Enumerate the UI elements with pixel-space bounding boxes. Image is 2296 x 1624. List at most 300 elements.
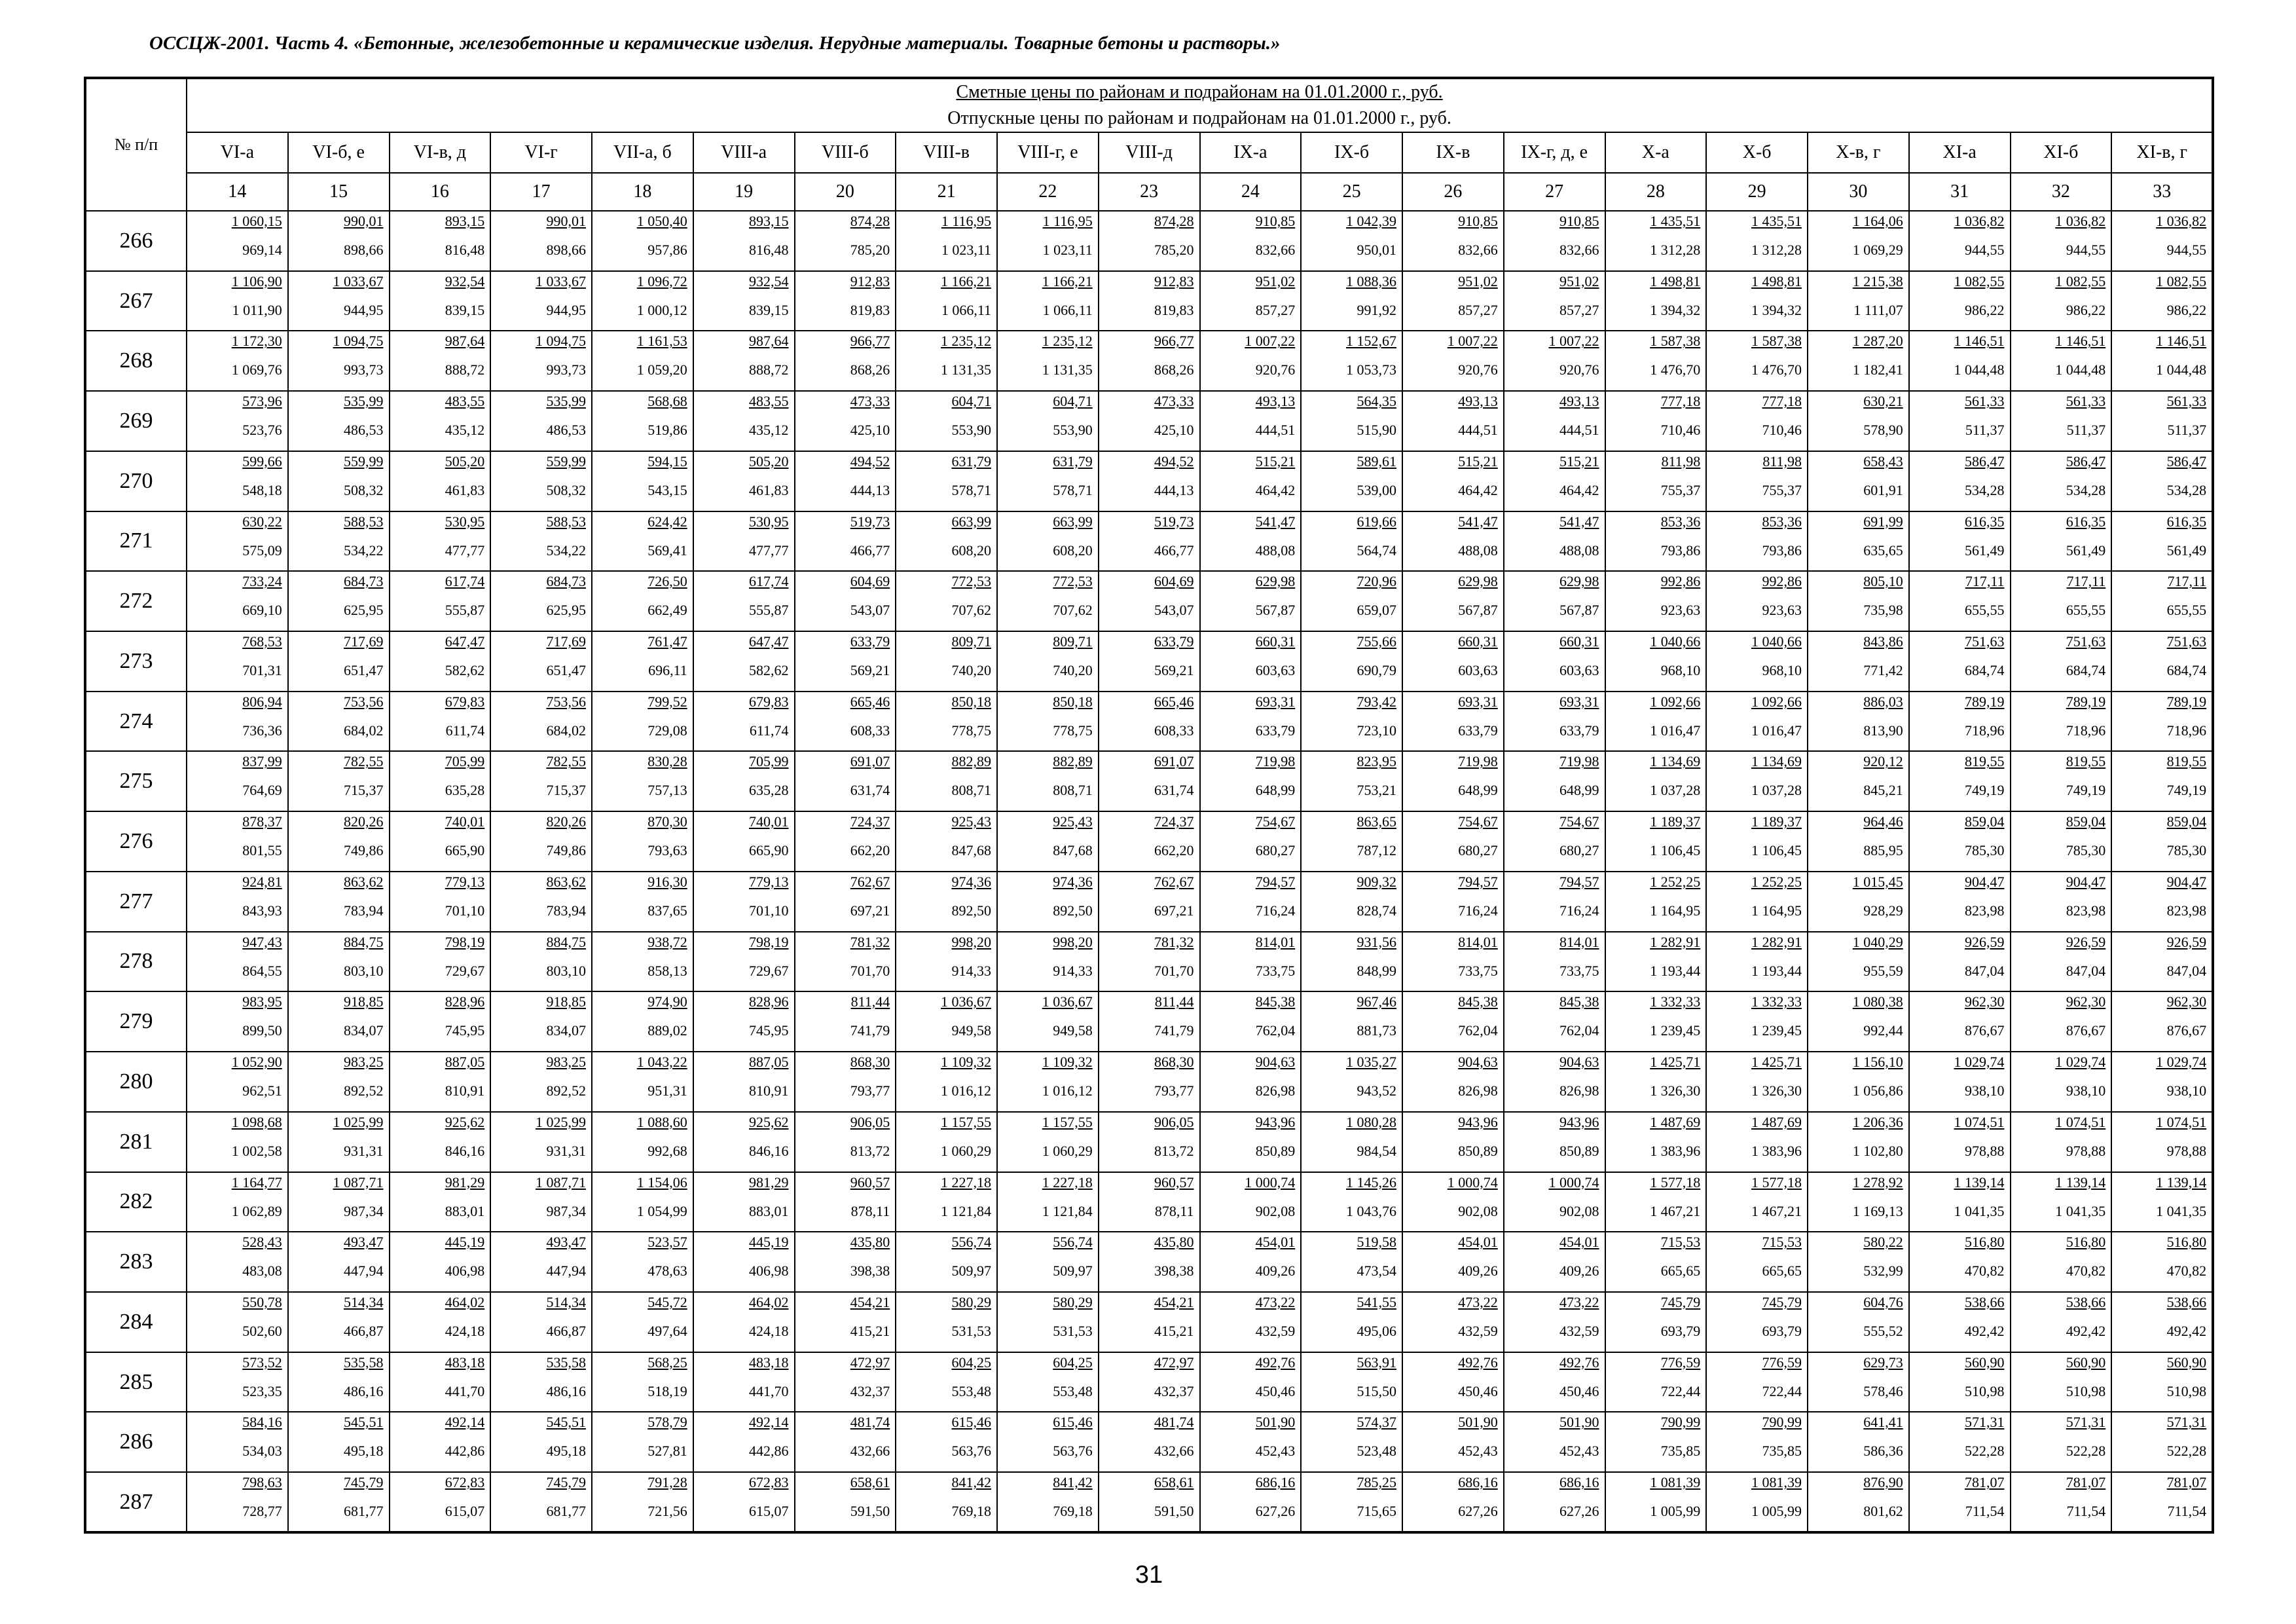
price-cell bbox=[1605, 1352, 1707, 1412]
release-price: 444,13 bbox=[1154, 481, 1194, 498]
estimated-price: 882,89 bbox=[1053, 753, 1093, 770]
estimated-price: 1 082,55 bbox=[1954, 272, 2005, 289]
release-price: 1 164,95 bbox=[1650, 902, 1701, 919]
release-price: 486,16 bbox=[344, 1382, 384, 1399]
release-price: 495,06 bbox=[1357, 1322, 1396, 1339]
price-cell bbox=[1605, 1232, 1707, 1292]
column-number: 22 bbox=[997, 173, 1099, 211]
estimated-price: 990,01 bbox=[344, 213, 384, 229]
price-cell bbox=[2011, 451, 2112, 511]
estimated-price: 951,02 bbox=[1559, 272, 1599, 289]
release-price: 1 044,48 bbox=[2156, 361, 2207, 378]
estimated-price: 1 087,71 bbox=[536, 1173, 586, 1190]
price-cell bbox=[1402, 1472, 1504, 1532]
price-cell bbox=[1605, 692, 1707, 752]
price-cell bbox=[1605, 872, 1707, 932]
estimated-price: 1 139,14 bbox=[2156, 1173, 2207, 1190]
release-price: 1 066,11 bbox=[1042, 301, 1093, 318]
price-cell bbox=[1706, 872, 1808, 932]
estimated-price: 1 189,37 bbox=[1751, 813, 1802, 830]
price-cell bbox=[896, 1412, 997, 1472]
table-row bbox=[85, 571, 2213, 631]
price-cell bbox=[693, 1052, 795, 1112]
release-price: 648,99 bbox=[1458, 782, 1498, 799]
release-price: 665,90 bbox=[445, 842, 485, 859]
price-cell bbox=[896, 1292, 997, 1352]
estimated-price: 1 116,95 bbox=[941, 213, 991, 229]
price-cell bbox=[896, 271, 997, 331]
price-cell bbox=[288, 1292, 390, 1352]
estimated-price: 981,29 bbox=[445, 1173, 485, 1190]
release-price: 816,48 bbox=[445, 242, 485, 258]
row-number: 271 bbox=[85, 511, 187, 572]
price-cell bbox=[2011, 1112, 2112, 1172]
estimated-price: 586,47 bbox=[1965, 452, 2005, 470]
region-header: IX-в bbox=[1402, 132, 1504, 173]
estimated-price: 719,98 bbox=[1559, 753, 1599, 770]
release-price: 603,63 bbox=[1255, 662, 1296, 679]
price-cell bbox=[693, 1472, 795, 1532]
price-cell bbox=[1706, 391, 1808, 451]
price-cell bbox=[1504, 211, 1605, 271]
price-cell bbox=[1402, 1112, 1504, 1172]
estimated-price: 724,37 bbox=[1154, 813, 1194, 830]
release-price: 655,55 bbox=[2166, 602, 2207, 619]
release-price: 648,99 bbox=[1559, 782, 1599, 799]
release-price: 955,59 bbox=[1863, 962, 1903, 979]
estimated-price: 726,50 bbox=[647, 573, 687, 590]
estimated-price: 578,79 bbox=[647, 1414, 687, 1431]
estimated-price: 641,41 bbox=[1863, 1414, 1903, 1431]
release-price: 477,77 bbox=[445, 542, 485, 559]
table-row bbox=[85, 1232, 2213, 1292]
release-price: 578,90 bbox=[1863, 422, 1903, 439]
estimated-price: 920,12 bbox=[1863, 753, 1903, 770]
price-cell bbox=[1808, 991, 1909, 1052]
price-cell bbox=[390, 1292, 491, 1352]
region-header: VIII-д bbox=[1099, 132, 1200, 173]
price-cell bbox=[288, 631, 390, 692]
release-price: 1 169,13 bbox=[1852, 1202, 1903, 1219]
estimated-price: 1 043,22 bbox=[636, 1054, 687, 1071]
estimated-price: 604,71 bbox=[1053, 393, 1093, 410]
estimated-price: 445,19 bbox=[445, 1234, 485, 1251]
table-row bbox=[85, 811, 2213, 872]
release-price: 819,83 bbox=[850, 301, 890, 318]
release-price: 510,98 bbox=[2166, 1382, 2207, 1399]
release-price: 409,26 bbox=[1255, 1263, 1296, 1280]
estimated-price: 962,30 bbox=[2066, 993, 2106, 1010]
price-cell bbox=[1200, 991, 1302, 1052]
price-cell bbox=[490, 1352, 592, 1412]
row-number: 287 bbox=[85, 1472, 187, 1532]
price-cell bbox=[187, 331, 288, 391]
estimated-price: 789,19 bbox=[1965, 693, 2005, 710]
release-price: 466,87 bbox=[546, 1322, 586, 1339]
estimated-price: 1 189,37 bbox=[1650, 813, 1701, 830]
release-price: 534,22 bbox=[546, 542, 586, 559]
release-price: 828,74 bbox=[1357, 902, 1396, 919]
price-cell bbox=[1808, 1292, 1909, 1352]
price-cell bbox=[288, 692, 390, 752]
release-price: 561,49 bbox=[2066, 542, 2106, 559]
release-price: 920,76 bbox=[1458, 361, 1498, 378]
estimated-price: 530,95 bbox=[749, 513, 789, 530]
region-header: XI-в, г bbox=[2111, 132, 2213, 173]
release-price: 567,87 bbox=[1255, 602, 1296, 619]
price-cell bbox=[592, 211, 693, 271]
price-cell bbox=[1706, 1292, 1808, 1352]
release-price: 553,90 bbox=[1053, 422, 1093, 439]
estimated-price: 1 000,74 bbox=[1548, 1173, 1599, 1190]
release-price: 534,03 bbox=[242, 1443, 282, 1460]
price-cell bbox=[1200, 872, 1302, 932]
price-cell bbox=[390, 1172, 491, 1232]
estimated-price: 686,16 bbox=[1559, 1474, 1599, 1491]
release-price: 839,15 bbox=[749, 301, 789, 318]
release-price: 1 131,35 bbox=[941, 361, 991, 378]
release-price: 944,55 bbox=[2166, 242, 2207, 258]
release-price: 470,82 bbox=[1965, 1263, 2005, 1280]
release-price: 1 056,86 bbox=[1852, 1082, 1903, 1099]
release-price: 497,64 bbox=[647, 1322, 687, 1339]
price-cell bbox=[1605, 211, 1707, 271]
estimated-price: 870,30 bbox=[647, 813, 687, 830]
estimated-price: 859,04 bbox=[1965, 813, 2005, 830]
price-cell bbox=[1402, 331, 1504, 391]
release-price: 1 016,47 bbox=[1650, 722, 1701, 739]
price-cell bbox=[795, 1352, 896, 1412]
estimated-price: 1 029,74 bbox=[2156, 1054, 2207, 1071]
price-cell bbox=[896, 811, 997, 872]
price-cell bbox=[2011, 932, 2112, 992]
estimated-price: 705,99 bbox=[445, 753, 485, 770]
release-price: 993,73 bbox=[546, 361, 586, 378]
release-price: 575,09 bbox=[242, 542, 282, 559]
estimated-price: 779,13 bbox=[445, 873, 485, 890]
estimated-price: 535,58 bbox=[344, 1354, 384, 1371]
estimated-price: 454,21 bbox=[850, 1293, 890, 1310]
row-number: 281 bbox=[85, 1112, 187, 1172]
estimated-price: 1 252,25 bbox=[1650, 873, 1701, 890]
release-price: 735,85 bbox=[1660, 1443, 1701, 1460]
release-price: 464,42 bbox=[1458, 481, 1498, 498]
release-price: 987,34 bbox=[546, 1202, 586, 1219]
price-cell bbox=[490, 331, 592, 391]
price-cell bbox=[1706, 932, 1808, 992]
price-cell bbox=[390, 991, 491, 1052]
release-price: 662,49 bbox=[647, 602, 687, 619]
estimated-price: 828,96 bbox=[749, 993, 789, 1010]
estimated-price: 1 498,81 bbox=[1650, 272, 1701, 289]
price-cell bbox=[1301, 571, 1402, 631]
region-header: VIII-г, е bbox=[997, 132, 1099, 173]
price-cell bbox=[693, 1292, 795, 1352]
release-price: 441,70 bbox=[749, 1382, 789, 1399]
estimated-price: 561,33 bbox=[1965, 393, 2005, 410]
price-cell bbox=[2011, 511, 2112, 572]
release-price: 603,63 bbox=[1559, 662, 1599, 679]
column-number: 20 bbox=[795, 173, 896, 211]
release-price: 793,77 bbox=[1154, 1082, 1194, 1099]
region-header: XI-а bbox=[1909, 132, 2011, 173]
price-cell bbox=[390, 211, 491, 271]
estimated-price: 974,36 bbox=[1053, 873, 1093, 890]
price-cell bbox=[1706, 1112, 1808, 1172]
estimated-price: 886,03 bbox=[1863, 693, 1903, 710]
price-cell bbox=[1099, 1352, 1200, 1412]
estimated-price: 705,99 bbox=[749, 753, 789, 770]
estimated-price: 887,05 bbox=[749, 1054, 789, 1071]
release-price: 669,10 bbox=[242, 602, 282, 619]
release-price: 850,89 bbox=[1458, 1142, 1498, 1159]
release-price: 716,24 bbox=[1559, 902, 1599, 919]
estimated-price: 658,61 bbox=[1154, 1474, 1194, 1491]
estimated-price: 893,15 bbox=[445, 213, 485, 229]
price-cell bbox=[1402, 1292, 1504, 1352]
release-price: 603,63 bbox=[1458, 662, 1498, 679]
region-header: IX-г, д, е bbox=[1504, 132, 1605, 173]
estimated-price: 538,66 bbox=[2066, 1293, 2106, 1310]
price-cell bbox=[997, 1412, 1099, 1472]
estimated-price: 987,64 bbox=[445, 333, 485, 350]
release-price: 984,54 bbox=[1357, 1142, 1396, 1159]
price-cell bbox=[896, 571, 997, 631]
release-price: 447,94 bbox=[546, 1263, 586, 1280]
release-price: 1 164,95 bbox=[1751, 902, 1802, 919]
release-price: 785,30 bbox=[2066, 842, 2106, 859]
price-cell bbox=[1301, 1412, 1402, 1472]
release-price: 1 476,70 bbox=[1751, 361, 1802, 378]
price-cell bbox=[896, 451, 997, 511]
price-cell bbox=[896, 331, 997, 391]
release-price: 470,82 bbox=[2166, 1263, 2207, 1280]
price-cell bbox=[2011, 631, 2112, 692]
price-cell bbox=[1402, 511, 1504, 572]
estimated-price: 943,96 bbox=[1458, 1113, 1498, 1130]
release-price: 710,46 bbox=[1660, 422, 1701, 439]
release-price: 633,79 bbox=[1255, 722, 1296, 739]
release-price: 651,47 bbox=[546, 662, 586, 679]
price-cell bbox=[997, 1292, 1099, 1352]
release-price: 488,08 bbox=[1255, 542, 1296, 559]
estimated-price: 1 080,28 bbox=[1346, 1113, 1396, 1130]
price-cell bbox=[1909, 571, 2011, 631]
release-price: 625,95 bbox=[344, 602, 384, 619]
release-price: 735,85 bbox=[1762, 1443, 1802, 1460]
release-price: 473,54 bbox=[1357, 1263, 1396, 1280]
estimated-price: 580,29 bbox=[1053, 1293, 1093, 1310]
price-cell bbox=[592, 1472, 693, 1532]
release-price: 527,81 bbox=[647, 1443, 687, 1460]
row-number: 285 bbox=[85, 1352, 187, 1412]
estimated-price: 859,04 bbox=[2166, 813, 2207, 830]
price-cell bbox=[1099, 451, 1200, 511]
release-price: 578,46 bbox=[1863, 1382, 1903, 1399]
release-price: 943,52 bbox=[1357, 1082, 1396, 1099]
release-price: 857,27 bbox=[1458, 301, 1498, 318]
estimated-price: 516,80 bbox=[2066, 1234, 2106, 1251]
release-price: 543,07 bbox=[850, 602, 890, 619]
price-cell bbox=[1504, 511, 1605, 572]
estimated-price: 588,53 bbox=[344, 513, 384, 530]
price-cell bbox=[1706, 1052, 1808, 1112]
price-cell bbox=[1301, 631, 1402, 692]
release-price: 684,02 bbox=[344, 722, 384, 739]
estimated-price: 679,83 bbox=[445, 693, 485, 710]
release-price: 992,68 bbox=[647, 1142, 687, 1159]
release-price: 578,71 bbox=[1053, 481, 1093, 498]
release-price: 680,27 bbox=[1559, 842, 1599, 859]
estimated-price: 584,16 bbox=[242, 1414, 282, 1431]
estimated-price: 647,47 bbox=[445, 633, 485, 650]
price-cell bbox=[795, 1052, 896, 1112]
estimated-price: 830,28 bbox=[647, 753, 687, 770]
release-price: 635,28 bbox=[445, 782, 485, 799]
release-price: 532,99 bbox=[1863, 1263, 1903, 1280]
estimated-price: 1 139,14 bbox=[1954, 1173, 2005, 1190]
estimated-price: 1 074,51 bbox=[1954, 1113, 2005, 1130]
estimated-price: 1 040,29 bbox=[1852, 933, 1903, 950]
price-cell bbox=[1200, 751, 1302, 811]
release-price: 563,76 bbox=[1053, 1443, 1093, 1460]
estimated-price: 691,99 bbox=[1863, 513, 1903, 530]
estimated-price: 535,58 bbox=[546, 1354, 586, 1371]
release-price: 1 193,44 bbox=[1650, 962, 1701, 979]
price-cell bbox=[2011, 1232, 2112, 1292]
release-price: 755,37 bbox=[1660, 481, 1701, 498]
price-cell bbox=[187, 1232, 288, 1292]
estimated-price: 906,05 bbox=[1154, 1113, 1194, 1130]
release-price: 729,08 bbox=[647, 722, 687, 739]
price-cell bbox=[592, 1232, 693, 1292]
release-price: 858,13 bbox=[647, 962, 687, 979]
price-cell bbox=[1200, 1112, 1302, 1172]
release-price: 736,36 bbox=[242, 722, 282, 739]
table-row bbox=[85, 631, 2213, 692]
estimated-price: 717,11 bbox=[1965, 573, 2005, 590]
release-price: 1 239,45 bbox=[1650, 1022, 1701, 1039]
estimated-price: 1 029,74 bbox=[1954, 1054, 2005, 1071]
price-cell bbox=[1301, 331, 1402, 391]
release-price: 461,83 bbox=[445, 481, 485, 498]
region-header: VIII-а bbox=[693, 132, 795, 173]
price-cell bbox=[490, 571, 592, 631]
estimated-price: 964,46 bbox=[1863, 813, 1903, 830]
group-header bbox=[187, 78, 2213, 132]
price-cell bbox=[896, 991, 997, 1052]
price-cell bbox=[1099, 571, 1200, 631]
estimated-price: 556,74 bbox=[951, 1234, 991, 1251]
estimated-price: 1 146,51 bbox=[2156, 333, 2207, 350]
price-cell bbox=[795, 991, 896, 1052]
price-cell bbox=[1200, 1292, 1302, 1352]
estimated-price: 454,01 bbox=[1255, 1234, 1296, 1251]
release-price: 868,26 bbox=[850, 361, 890, 378]
estimated-price: 1 287,20 bbox=[1852, 333, 1903, 350]
release-price: 625,95 bbox=[546, 602, 586, 619]
page-number: 31 bbox=[1135, 1561, 1163, 1589]
release-price: 1 476,70 bbox=[1650, 361, 1701, 378]
release-price: 885,95 bbox=[1863, 842, 1903, 859]
estimated-price: 693,31 bbox=[1559, 693, 1599, 710]
release-price: 864,55 bbox=[242, 962, 282, 979]
row-number: 275 bbox=[85, 751, 187, 811]
price-cell bbox=[490, 511, 592, 572]
estimated-price: 1 052,90 bbox=[231, 1054, 282, 1071]
price-cell bbox=[1099, 1232, 1200, 1292]
price-cell bbox=[2111, 211, 2213, 271]
price-cell bbox=[693, 391, 795, 451]
region-header: IX-а bbox=[1200, 132, 1302, 173]
column-number: 18 bbox=[592, 173, 693, 211]
price-cell bbox=[390, 751, 491, 811]
price-cell bbox=[592, 692, 693, 752]
release-price: 769,18 bbox=[1053, 1503, 1093, 1520]
price-cell bbox=[1605, 991, 1707, 1052]
release-price: 492,42 bbox=[2166, 1322, 2207, 1339]
price-cell bbox=[795, 271, 896, 331]
estimated-price: 776,59 bbox=[1660, 1354, 1701, 1371]
price-cell bbox=[390, 1412, 491, 1472]
estimated-price: 943,96 bbox=[1559, 1113, 1599, 1130]
price-cell bbox=[490, 692, 592, 752]
estimated-price: 514,34 bbox=[546, 1293, 586, 1310]
release-price: 553,48 bbox=[1053, 1382, 1093, 1399]
estimated-price: 751,63 bbox=[2166, 633, 2207, 650]
release-price: 515,50 bbox=[1357, 1382, 1396, 1399]
price-cell bbox=[1605, 1412, 1707, 1472]
column-number: 14 bbox=[187, 173, 288, 211]
estimated-price: 1 252,25 bbox=[1751, 873, 1802, 890]
estimated-price: 691,07 bbox=[850, 753, 890, 770]
estimated-price: 629,73 bbox=[1863, 1354, 1903, 1371]
estimated-price: 1 146,51 bbox=[2055, 333, 2106, 350]
estimated-price: 519,73 bbox=[1154, 513, 1194, 530]
release-price: 518,19 bbox=[647, 1382, 687, 1399]
release-price: 876,67 bbox=[2166, 1022, 2207, 1039]
estimated-price: 633,79 bbox=[850, 633, 890, 650]
row-number: 276 bbox=[85, 811, 187, 872]
price-cell bbox=[1099, 1292, 1200, 1352]
estimated-price: 472,97 bbox=[1154, 1354, 1194, 1371]
estimated-price: 435,80 bbox=[850, 1234, 890, 1251]
estimated-price: 845,38 bbox=[1559, 993, 1599, 1010]
release-price: 741,79 bbox=[1154, 1022, 1194, 1039]
release-price: 435,12 bbox=[445, 422, 485, 439]
release-price: 876,67 bbox=[2066, 1022, 2106, 1039]
release-price: 1 062,89 bbox=[231, 1202, 282, 1219]
release-price: 569,21 bbox=[850, 662, 890, 679]
release-price: 938,10 bbox=[2066, 1082, 2106, 1099]
price-cell bbox=[592, 1172, 693, 1232]
price-cell bbox=[1099, 1052, 1200, 1112]
estimated-price: 791,28 bbox=[647, 1474, 687, 1491]
estimated-price: 912,83 bbox=[850, 272, 890, 289]
release-price: 539,00 bbox=[1357, 481, 1396, 498]
estimated-price: 859,04 bbox=[2066, 813, 2106, 830]
release-price: 611,74 bbox=[749, 722, 789, 739]
release-price: 957,86 bbox=[647, 242, 687, 258]
release-price: 555,87 bbox=[445, 602, 485, 619]
price-cell bbox=[1909, 811, 2011, 872]
estimated-price: 925,62 bbox=[749, 1113, 789, 1130]
release-price: 949,58 bbox=[951, 1022, 991, 1039]
estimated-price: 1 007,22 bbox=[1548, 333, 1599, 350]
price-cell bbox=[187, 271, 288, 331]
release-price: 608,20 bbox=[951, 542, 991, 559]
release-price: 561,49 bbox=[1965, 542, 2005, 559]
